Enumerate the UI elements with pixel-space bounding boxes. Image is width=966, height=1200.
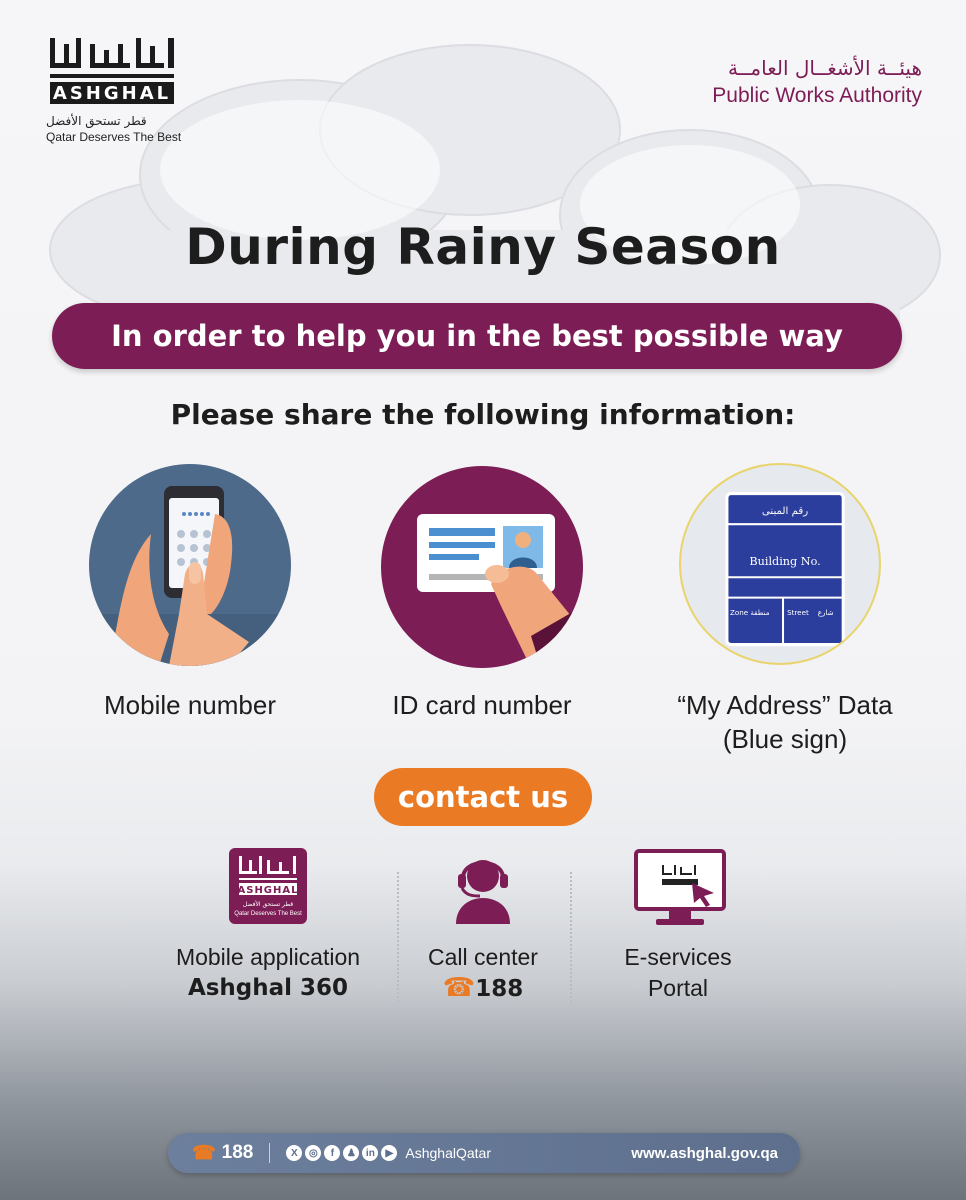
social-icons: [286, 1145, 397, 1161]
authority-name-arabic: هيئــة الأشغــال العامــة: [727, 56, 922, 80]
x-icon[interactable]: X: [286, 1145, 302, 1161]
linkedin-icon[interactable]: in: [362, 1145, 378, 1161]
svg-text:Qatar Deserves The Best: Qatar Deserves The Best: [234, 911, 302, 917]
requirement-label-address: [640, 688, 930, 756]
svg-text:شارع: شارع: [817, 607, 834, 617]
requirement-label-mobile: Mobile number: [104, 690, 276, 720]
svg-text:Street: Street: [787, 607, 809, 617]
website-link[interactable]: www.ashghal.gov.qa: [631, 1144, 778, 1162]
facebook-icon[interactable]: f: [324, 1145, 340, 1161]
svg-text:Zone: Zone: [729, 607, 749, 617]
service-call-center: [405, 942, 561, 1005]
footer-bar: [168, 1133, 800, 1173]
page-title: During Rainy Season: [185, 218, 781, 276]
divider: [570, 872, 572, 1002]
social-handle[interactable]: AshghalQatar: [405, 1145, 491, 1161]
headset-agent-icon: [452, 850, 514, 924]
service-mobile-app-line2: Ashghal 360: [187, 975, 349, 1001]
divider: [269, 1143, 270, 1163]
svg-text:Building No.: Building No.: [749, 554, 821, 568]
ashghal-logo-mark-icon: [46, 36, 180, 106]
info-prompt: Please share the following information:: [170, 398, 796, 431]
instagram-icon[interactable]: ◎: [305, 1145, 321, 1161]
requirement-label-address-line1: “My Address” Data: [677, 690, 893, 720]
contact-us-badge: contact us: [374, 768, 592, 826]
requirement-label-address-line2: (Blue sign): [722, 724, 848, 754]
service-eservices-line1: E-services: [624, 944, 732, 970]
svg-text:ASHGHAL: ASHGHAL: [52, 83, 172, 104]
svg-text:ASHGHAL: ASHGHAL: [237, 885, 299, 896]
service-eservices-line2: Portal: [647, 975, 709, 1001]
authority-name-english: Public Works Authority: [712, 84, 922, 107]
monitor-cursor-icon: [634, 849, 726, 929]
logo-tagline-arabic: قطر تستحق الأفضل: [46, 114, 147, 128]
authority-name: [712, 56, 922, 108]
id-card-icon: [381, 466, 583, 668]
service-eservices: [600, 942, 756, 1004]
service-mobile-app-line1: Mobile application: [175, 944, 361, 970]
footer-phone-number: 188: [221, 1142, 254, 1163]
svg-text:رقم المبنى: رقم المبنى: [761, 505, 809, 517]
svg-text:منطقة: منطقة: [750, 607, 770, 617]
ashghal-logo: [46, 36, 186, 144]
phone-icon: ☎: [192, 1142, 216, 1164]
divider: [397, 872, 399, 1002]
svg-text:قطر تستحق الأفضل: قطر تستحق الأفضل: [242, 901, 294, 908]
address-sign-icon: [679, 463, 881, 665]
youtube-icon[interactable]: ▶: [381, 1145, 397, 1161]
footer-phone: [192, 1142, 253, 1165]
phone-icon: ☎: [442, 973, 476, 1003]
service-call-center-line1: Call center: [428, 944, 538, 970]
logo-tagline-english: Qatar Deserves The Best: [46, 130, 182, 144]
service-mobile-app: [150, 942, 386, 1004]
phone-keypad-icon: [89, 464, 291, 666]
requirement-label-id-card: ID card number: [392, 690, 572, 720]
ashghal-app-icon: [229, 848, 307, 924]
call-center-number: 188: [475, 976, 524, 1002]
subtitle-banner: In order to help you in the best possible way: [52, 303, 902, 369]
snapchat-icon[interactable]: ♟: [343, 1145, 359, 1161]
service-call-center-number: [405, 973, 561, 1005]
